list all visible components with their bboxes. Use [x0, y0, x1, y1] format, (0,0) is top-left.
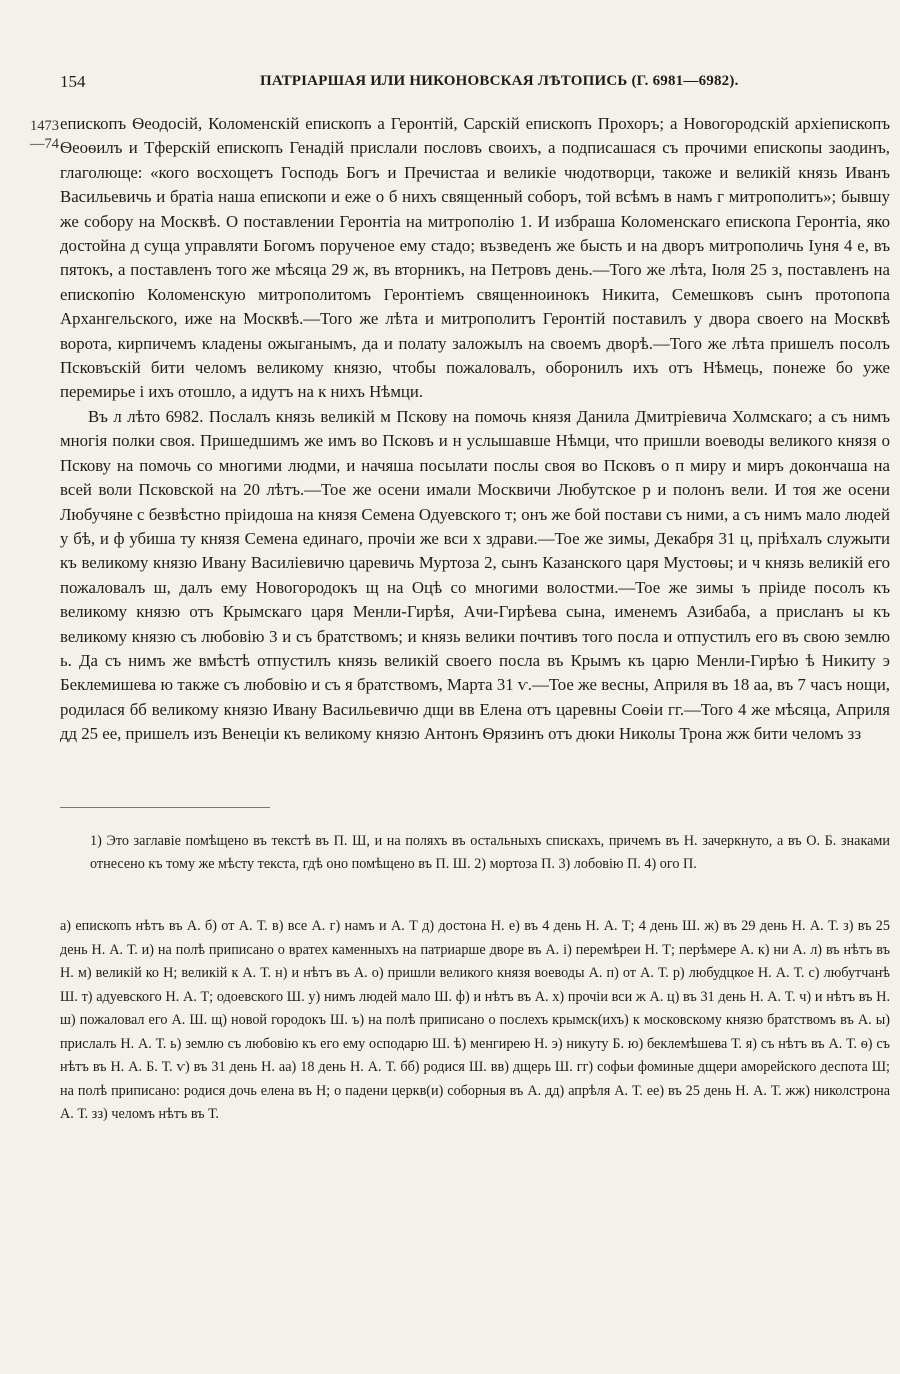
variant-readings — [60, 915, 890, 1127]
numbered-footnotes — [90, 830, 890, 877]
chronicle-paragraph-2: Въ л лѣто 6982. Послалъ князь великій м Пскову на помочь князя Данила Дмитріевича Холмскаго; а съ нимъ многія полки своя. Пришедшимъ же имъ во Псковъ и н услышавше Нѣмци, что пришли воеводы великого князя о Пскову на помочь со многими людми, и начяша посылати послы своя во Псковъ о п миру и миръ докончаша на всей воли Псковской на 20 лѣтъ.—Тое же осени имали Москвичи Любутское р и полонъ вели. И тоя же осени Любучяне с безвѣстно пріидоша на князя Семена Одуевского т; онъ же бой постави съ ними, а съ нимъ мало людей у бѣ, и ф убиша ту князя Семена единаго, прочіи же вси х здрави.—Тое же зимы, Декабря 31 ц, пріѣхалъ служыти къ великому князю Ивану Василіевичю царевичь Муртоза 2, сынъ Казанского царя Мустоѳы; и ч князь великій его пожаловалъ ш, далъ ему Новогородокъ щ на Оцѣ со многими волостми.—Тое же зимы ъ пріиде посолъ къ великому князю отъ Крымскаго царя Менли-Гирѣя, Ачи-Гирѣева сына, именемъ Азибаба, а присланъ ы къ великому князю съ любовію 3 и съ братствомъ; и князь велики почтивъ того посла и отпустилъ его въ свою землю ь. Да съ нимъ же вмѣстѣ отпустилъ князь великій своего посла въ Крымъ къ царю Менли-Гирѣю ѣ Никиту э Беклемишева ю также съ любовію и съ я братствомъ, Марта 31 ѵ.—Тое же весны, Априля въ 18 аа, въ 7 часъ нощи, родилася бб великому князю Ивану Васильевичю дщи вв Елена отъ царевны Соѳіи гг.—Того 4 же мѣсяца, Априля дд 25 ее, пришелъ изъ Венеціи къ великому князю Антонъ Ѳрязинъ отъ дюки Николы Трона жж бити челомъ зз — [60, 406, 890, 744]
margin-year-note — [30, 117, 59, 153]
running-title: ПАТРІАРШАЯ ИЛИ НИКОНОВСКАЯ ЛѢТОПИСЬ (Г. 6981—6982). — [260, 73, 739, 89]
page-number: 154 — [60, 72, 86, 91]
footnotes-text: 1) Это заглавіе помѣщено въ текстѣ въ П. Ш, и на поляхъ въ остальныхъ спискахъ, причемъ въ Н. зачеркнуто, а въ О. Б. знаками отнесено къ тому же мѣсту текста, гдѣ оно помѣщено въ П. Ш. 2) мортоза П. 3) лобовію П. 4) ого П. — [90, 833, 890, 873]
chronicle-text — [60, 112, 890, 747]
margin-year-top: 1473 — [30, 118, 59, 134]
page-header — [60, 72, 860, 98]
margin-year-bottom: —74 — [30, 136, 59, 152]
footnote-divider — [60, 807, 270, 808]
variant-readings-text: а) епископъ нѣтъ въ А. б) от А. Т. в) все А. г) намъ и А. Т д) достона Н. е) въ 4 день Н. А. Т; 4 день Ш. ж) въ 29 день Н. А. Т. з) въ 25 день Н. А. Т. и) на полѣ приписано о вратех каменныхъ на патриарше дворе въ А. і) перемѣреи Н. Т; перѣмере А. к) ни А. л) въ нѣтъ въ Н. м) великій ко Н; великій к А. Т. н) и нѣтъ въ А. о) пришли великого князя воеводы А. п) от А. Т. р) любудцкое Н. А. Т. с) любутчанѣ Ш. т) адуевского Н. А. Т; одоевского Ш. у) нимъ людей мало Ш. ф) и нѣтъ въ А. х) прочіи вси ж А. ц) въ 31 день Н. А. Т. ч) и нѣтъ въ Н. ш) пожаловал его А. Ш. щ) новой городокъ Ш. ъ) на полѣ приписано о послехъ крымск(ихъ) к московскому князю братствомъ въ А. ы) прислалъ Н. А. Т. ь) землю съ любовію къ его ему осподарю Ш. ѣ) менгирею Н. э) никуту Б. ю) беклемѣшева Т. я) съ нѣтъ въ А. Т. ѳ) съ нѣтъ въ Н. А. Б. Т. ѵ) въ 31 день Н. аа) 18 день Н. А. Т. бб) родися Ш. вв) дщерь Ш. гг) софьи фоминые дщери аморейского деспота Ш; на полѣ приписано: родися дочь елена въ Н; о падени церкв(и) соборныя въ А. дд) апрѣля А. Т. ее) въ 25 день Н. А. Т. жж) николстрона А. Т. зз) челомъ нѣтъ въ Т. — [60, 918, 890, 1122]
chronicle-paragraph-1: епископъ Ѳеодосій, Коломенскій епископъ а Геронтій, Сарскій епископъ Прохоръ; а Новогородскій архіепископъ Ѳеоѳилъ и Тферскій епископъ Генадій прислали пословъ своихъ, а подписашася съ прочими епископы заодинъ, глаголюще: «кого восхощетъ Господь Богъ и Пречистаа и великіе чюдотворци, такоже и великій князь Иванъ Васильевичь и братіа наша епископи и еже о б нихъ священный соборъ, той всѣмъ в намъ г митрополитъ»; бывшу же собору на Москвѣ. О поставлении Геронтіа на митрополію 1. И избраша Коломенскаго епископа Геронтіа, яко достойна д суща управляти Богомъ порученое ему стадо; възведенъ же бысть и на дворъ митрополичь Іуня 4 е, въ пятокъ, а поставленъ того же мѣсяца 29 ж, въ вторникъ, на Петровъ день.—Того же лѣта, Іюля 25 з, поставленъ на епископію Коломенскую митрополитомъ Геронтіемъ священноинокъ Никита, Семешковъ сынъ протопопа Архангельского, иже на Москвѣ.—Того же лѣта и митрополитъ Геронтій поставилъ у двора своего на Москвѣ ворота, кирпичемъ кладены ожыганымъ, да и полату заложылъ на своемъ дворѣ.—Того же лѣта пришелъ посолъ Псковъскій бити челомъ великому князю, чтобы пожаловалъ, оборонилъ ихъ отъ Нѣмець, понеже бо уже перемирье і ихъ отошло, а идутъ на к нихъ Нѣмци. — [60, 114, 890, 402]
